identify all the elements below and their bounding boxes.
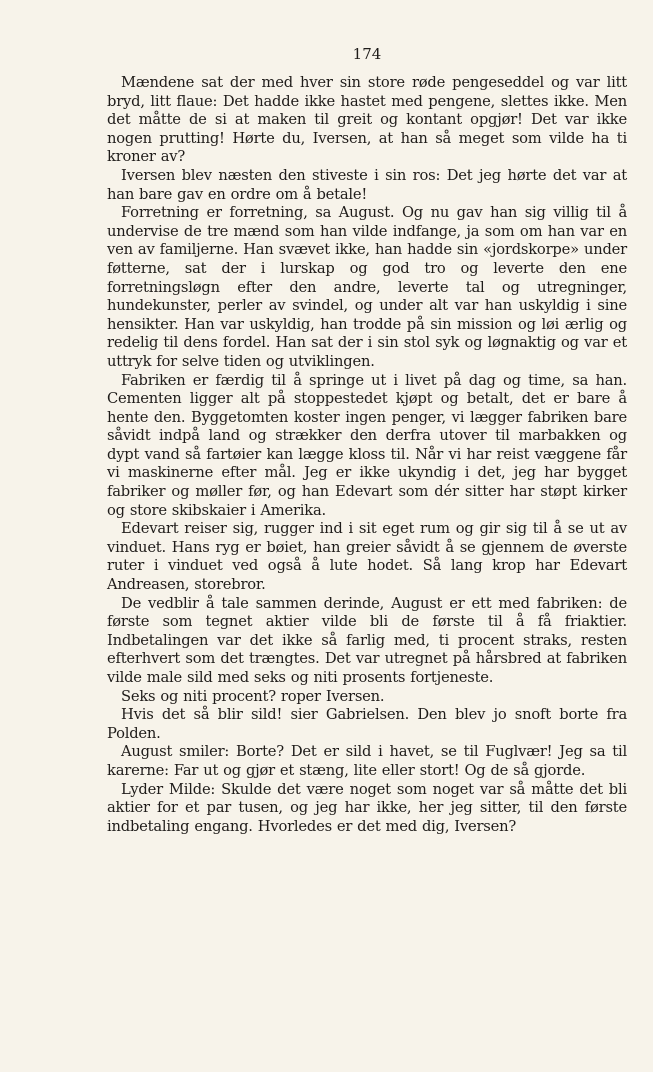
paragraph: August smiler: Borte? Det er sild i havet, se til Fuglvær! Jeg sa til karerne: Far ut og gjør et stæng, lite eller stort! Og de så gjorde. (107, 743, 627, 779)
paragraph: Iversen blev næsten den stiveste i sin ros: Det jeg hørte det var at han bare gav en ordre om å betale! (107, 166, 627, 203)
paragraph: Lyder Milde: Skulde det være noget som noget var så måtte det bli aktier for et par tusen, og jeg har ikke, her jeg sitter, til den første indbetaling engang. Hvorledes er det med dig, Iversen? (107, 780, 627, 835)
paragraph: Forretning er forretning, sa August. Og nu gav han sig villig til å undervise de tre mænd som han vilde indfange, ja som om han var en ven av familjerne. Han svævet ikke, han hadde sin «jordskorpe» under føtterne, sat der i lurskap og god tro og leverte den ene forretningsløgn efter den andre, leverte tal og utregninger, hundekunster, perler av svindel, og under alt var han uskyldig i sine hensikter. Han var uskyldig, han trodde på sin mission og løi ærlig og redelig til dens fordel. Han sat der i sin stol syk og løgnaktig og var et uttryk for selve tiden og utviklingen. (107, 204, 627, 370)
page-number: 174 (352, 45, 382, 63)
paragraph: Hvis det så blir sild! sier Gabrielsen. Den blev jo snoft borte fra Polden. (107, 706, 627, 742)
paragraph: Edevart reiser sig, rugger ind i sit eget rum og gir sig til å se ut av vinduet. Hans ryg er bøiet, han greier såvidt å se gjennem de øverste ruter i vinduet ved også å lute hodet. Så lang krop har Edevart Andreasen, storebror. (107, 520, 627, 594)
paragraph: Mændene sat der med hver sin store røde pengeseddel og var litt bryd, litt flaue: Det hadde ikke hastet med pengene, slettes ikke. Men det måtte de si at maken til greit og kontant opgjør! Det var ikke nogen prutting! Hørte du, Iversen, at han så meget som vilde ha ti kroner av? (107, 74, 627, 166)
paragraph: De vedblir å tale sammen derinde, August er ett med fabriken: de første som tegnet aktier vilde bli de første til å få friaktier. Indbetalingen var det ikke så farlig med, ti procent straks, resten efterhvert som det trængtes. Det var utregnet på hårsbred at fabriken vilde male sild med seks og niti prosents fortjeneste. (107, 594, 627, 686)
body-text (107, 74, 627, 836)
paragraph: Seks og niti procent? roper Iversen. (121, 687, 385, 705)
paragraph: Fabriken er færdig til å springe ut i livet på dag og time, sa han. Cementen ligger alt på stoppestedet kjøpt og betalt, det er bare å hente den. Byggetomten koster ingen penger, vi lægger fabriken bare såvidt indpå land og strækker den derfra utover til marbakken og dypt vand så fartøier kan lægge kloss til. Når vi har reist væggene får vi maskinerne efter mål. Jeg er ikke ukyndig i det, jeg har bygget fabriker og møller før, og han Edevart som dér sitter har støpt kirker og store skibskaier i Amerika. (107, 371, 627, 519)
